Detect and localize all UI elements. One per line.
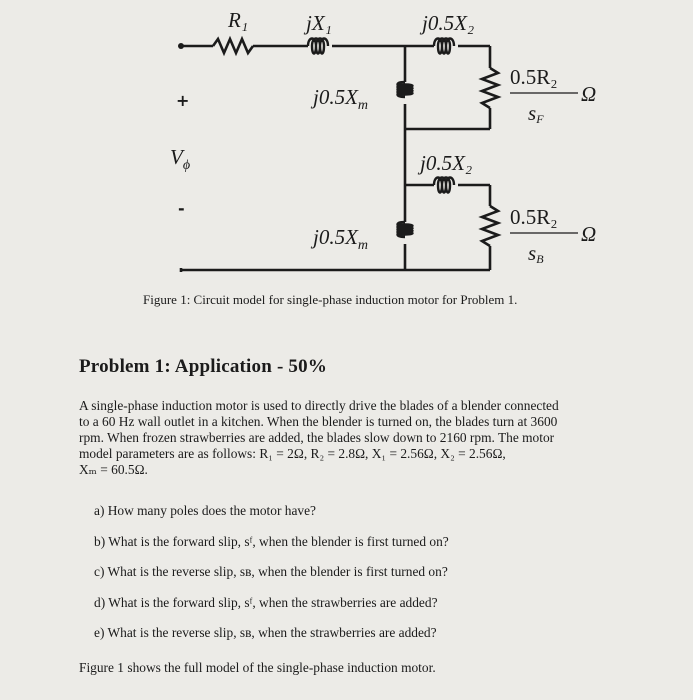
jx1-inductor [308, 39, 328, 54]
j05x2-bottom-label: j0.5X₂ [420, 151, 473, 175]
question-a: a) How many poles does the motor have? [94, 503, 316, 518]
figure-caption: Figure 1: Circuit model for single-phase induction motor for Problem 1. [143, 292, 518, 307]
footer-note: Figure 1 shows the full model of the single-phase induction motor. [79, 660, 436, 675]
forward-omega: Ω [581, 82, 597, 106]
r1-resistor [213, 39, 253, 53]
j05xm-top-label: $j0.5X_m$ [313, 85, 369, 113]
forward-num-label: 0.5R₂ [510, 65, 558, 89]
body-line: A single-phase induction motor is used to directly drive the blades of a blender connected [79, 398, 559, 413]
body-line: to a 60 Hz wall outlet in a kitchen. When the blender is turned on, the blades turn at 3600 [79, 414, 558, 429]
j05xm-top-inductor [398, 82, 413, 97]
j05x2-bottom-inductor [434, 178, 454, 193]
backward-omega: Ω [581, 222, 597, 246]
forward-den-label: sF [528, 101, 544, 126]
question-d: d) What is the forward slip, sᶠ, when the strawberries are added? [94, 594, 438, 610]
jx1-label: jX₁ [306, 11, 332, 35]
forward-resistor [482, 68, 498, 108]
j05x2-top-inductor [434, 39, 454, 54]
body-line: Xₘ = 60.5Ω. [79, 462, 148, 477]
question-list [94, 503, 449, 656]
backward-resistor [482, 206, 498, 246]
backward-den-label: sB [528, 241, 544, 266]
r1-label: R₁ [228, 8, 249, 32]
body-line: rpm. When frozen strawberries are added, the blades slow down to 2160 rpm. The motor [79, 430, 555, 445]
vphi-label: $V_\phi$ [170, 145, 191, 173]
j05x2-top-label: j0.5X₂ [422, 11, 475, 35]
j05xm-bottom-inductor [398, 222, 413, 237]
question-e: e) What is the reverse slip, sʙ, when the strawberries are added? [94, 625, 437, 640]
question-b: b) What is the forward slip, sᶠ, when the blender is first turned on? [94, 533, 449, 549]
body-line: model parameters are as follows: R₁ = 2Ω, R₂ = 2.8Ω, X₁ = 2.56Ω, X₂ = 2.56Ω, [79, 446, 506, 461]
j05xm-bottom-label: $j0.5X_m$ [313, 225, 369, 253]
backward-num-label: 0.5R₂ [510, 205, 558, 229]
problem-heading: Problem 1: Application - 50% [79, 356, 328, 377]
plus-sign: + [176, 91, 190, 110]
input-terminal-top [178, 43, 184, 49]
circuit-diagram [0, 0, 693, 290]
problem-body [79, 398, 684, 478]
question-c: c) What is the reverse slip, sʙ, when the blender is first turned on? [94, 564, 448, 579]
minus-sign: - [178, 199, 185, 218]
